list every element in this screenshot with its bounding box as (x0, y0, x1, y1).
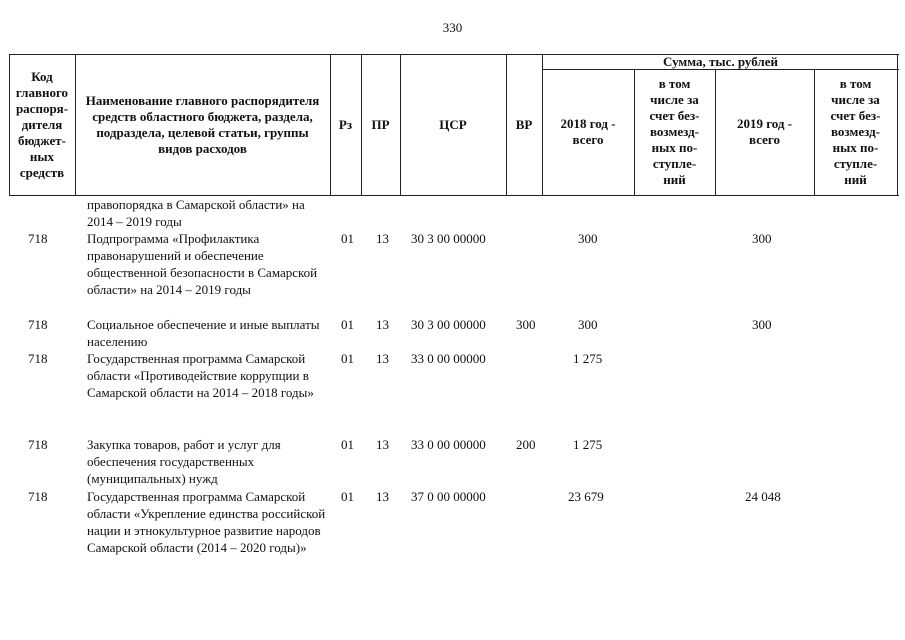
row-3-csr: 33 0 00 00000 (411, 351, 486, 366)
row-5-2018: 23 679 (568, 489, 604, 504)
row-2-name: Социальное обеспечение и иные выплаты населению (87, 317, 320, 349)
header-vr: ВР (515, 117, 533, 132)
continuation-text: правопорядка в Самарской области» на 2014 – 2019 годы (87, 197, 305, 229)
row-1-code: 718 (28, 231, 48, 246)
row-4-name: Закупка товаров, работ и услуг для обеспечения государственных (муниципальных) нужд (87, 437, 281, 486)
row-5-code: 718 (28, 489, 48, 504)
row-1-2019: 300 (752, 231, 772, 246)
header-2018-total: 2018 год - всего (560, 116, 616, 147)
header-sum: Сумма, тыс. рублей (663, 54, 778, 69)
row-2-vr: 300 (516, 317, 536, 332)
row-5-2019: 24 048 (745, 489, 781, 504)
row-4-rz: 01 (341, 437, 354, 452)
row-5-name: Государственная программа Самарской области «Укрепление единства российской нации и этнокультурное развитие народов Самарской области (2014 – 2020 годы)» (87, 489, 326, 555)
row-2-code: 718 (28, 317, 48, 332)
row-3-2018: 1 275 (573, 351, 603, 366)
table-header (9, 54, 899, 196)
header-csr: ЦСР (439, 117, 467, 132)
row-2-pr: 13 (376, 317, 389, 332)
row-3-code: 718 (28, 351, 48, 366)
header-name: Наименование главного распорядителя средств областного бюджета, раздела, подраздела, целевой статьи, группы видов расходов (85, 93, 320, 156)
row-5-rz: 01 (341, 489, 354, 504)
header-2019-total: 2019 год - всего (736, 116, 793, 147)
row-2-2019: 300 (752, 317, 772, 332)
row-1-name: Подпрограмма «Профилактика правонарушений и обеспечение общественной безопасности в Самарской области» на 2014 – 2019 годы (87, 231, 318, 297)
row-1-rz: 01 (341, 231, 354, 246)
header-pr: ПР (371, 117, 390, 132)
table-border-right (897, 55, 898, 195)
row-2-csr: 30 3 00 00000 (411, 317, 486, 332)
row-3-name: Государственная программа Самарской области «Противодействие коррупции в Самарской области на 2014 – 2018 годы» (87, 351, 314, 400)
row-4-code: 718 (28, 437, 48, 452)
page-number: 330 (442, 20, 463, 35)
row-1-csr: 30 3 00 00000 (411, 231, 486, 246)
header-code: Код главного распоря-дителя бюджет-ных средств (15, 69, 69, 180)
row-4-pr: 13 (376, 437, 389, 452)
row-2-2018: 300 (578, 317, 598, 332)
row-1-2018: 300 (578, 231, 598, 246)
row-4-vr: 200 (516, 437, 536, 452)
row-4-csr: 33 0 00 00000 (411, 437, 486, 452)
row-3-rz: 01 (341, 351, 354, 366)
header-2018-free: в том числе за счет без-возмезд-ных по-ступле-ний (649, 76, 700, 187)
header-rz: Рз (338, 117, 353, 132)
header-2019-free: в том числе за счет без-возмезд-ных по-ступле-ний (830, 76, 881, 187)
row-4-2018: 1 275 (573, 437, 603, 452)
row-3-pr: 13 (376, 351, 389, 366)
row-5-pr: 13 (376, 489, 389, 504)
row-1-pr: 13 (376, 231, 389, 246)
row-2-rz: 01 (341, 317, 354, 332)
row-5-csr: 37 0 00 00000 (411, 489, 486, 504)
